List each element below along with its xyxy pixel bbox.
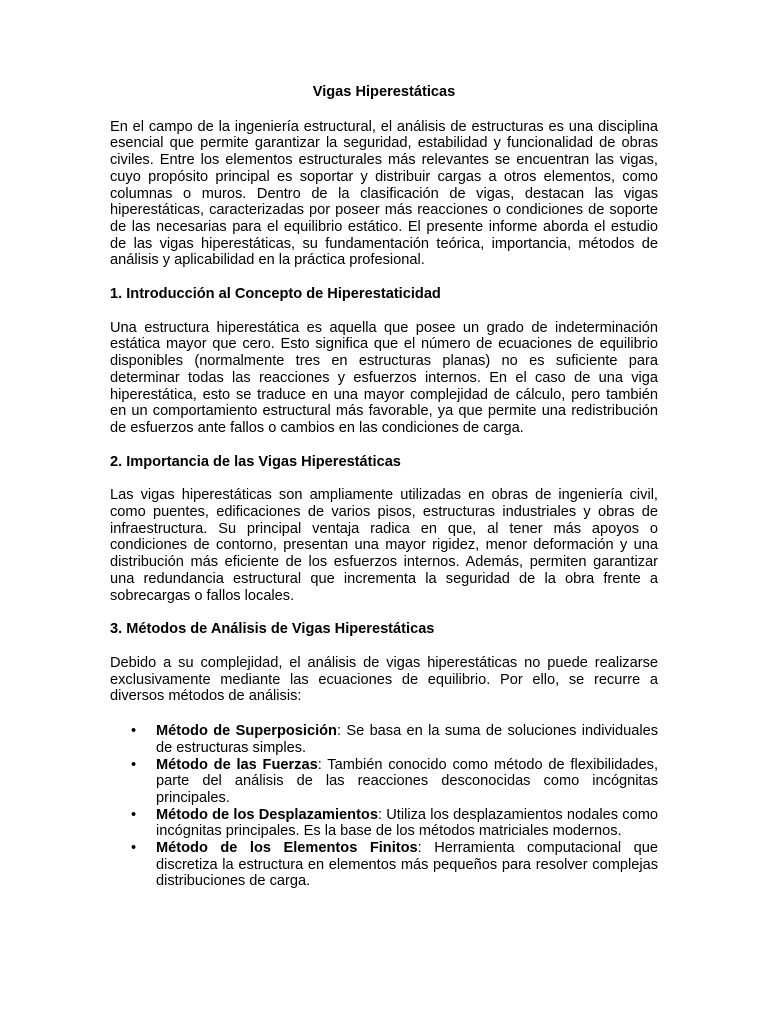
method-desplazamientos-item bbox=[110, 807, 658, 840]
section-2-heading: 2. Importancia de las Vigas Hiperestáticas bbox=[110, 453, 401, 470]
methods-list bbox=[110, 723, 658, 890]
method-description: : Se basa en la suma de soluciones individuales de estructuras simples. bbox=[156, 723, 659, 756]
method-name: Método de Superposición bbox=[156, 723, 337, 740]
section-3-body: Debido a su complejidad, el análisis de vigas hiperestáticas no puede realizarse exclusivamente mediante las ecuaciones de equilibrio. Por ello, se recurre a diversos métodos de análisis: bbox=[110, 654, 658, 705]
section-1-heading: 1. Introducción al Concepto de Hiperestaticidad bbox=[110, 286, 441, 303]
bullet-icon: • bbox=[131, 840, 137, 857]
method-fuerzas-item bbox=[110, 757, 658, 807]
section-3-heading: 3. Métodos de Análisis de Vigas Hiperestáticas bbox=[110, 621, 435, 638]
section-1-body: Una estructura hiperestática es aquella que posee un grado de indeterminación estática mayor que cero. Esto significa que el número de ecuaciones de equilibrio disponibles (normalmente tres en estructuras planas) no es suficiente para determinar todas las reacciones y esfuerzos internos. En el caso de una viga hiperestática, esto se traduce en una mayor complejidad de cálculo, pero también en un comportamiento estructural más favorable, ya que permite una redistribución de esfuerzos ante fallos o cambios en las condiciones de carga. bbox=[110, 319, 658, 436]
document-title: Vigas Hiperestáticas bbox=[312, 84, 456, 100]
bullet-icon: • bbox=[131, 806, 137, 823]
bullet-icon: • bbox=[131, 723, 137, 740]
method-description: : Herramienta computacional que discretiza la estructura en elementos más pequeños para resolver complejas distribuciones de carga. bbox=[156, 840, 659, 890]
method-name: Método de las Fuerzas bbox=[156, 756, 318, 773]
method-description: : Utiliza los desplazamientos nodales como incógnitas principales. Es la base de los métodos matriciales modernos. bbox=[156, 806, 658, 840]
method-elementos-finitos-item bbox=[110, 840, 658, 890]
document-page bbox=[110, 84, 658, 890]
section-2-body: Las vigas hiperestáticas son ampliamente utilizadas en obras de ingeniería civil, como puentes, edificaciones de varios pisos, estructuras industriales y obras de infraestructura. Su principal ventaja radica en que, al tener más apoyos o condiciones de contorno, presentan una mayor rigidez, menor deformación y una distribución más eficiente de los esfuerzos internos. Además, permiten garantizar una redundancia estructural que incrementa la seguridad de la obra frente a sobrecargas o fallos locales. bbox=[110, 487, 658, 604]
method-superposicion-item bbox=[110, 723, 658, 756]
method-name: Método de los Desplazamientos bbox=[156, 806, 378, 823]
intro-paragraph: En el campo de la ingeniería estructural, el análisis de estructuras es una disciplina esencial que permite garantizar la seguridad, estabilidad y funcionalidad de obras civiles. Entre los elementos estructurales más relevantes se encuentran las vigas, cuyo propósito principal es soportar y distribuir cargas a otros elementos, como columnas o muros. Dentro de la clasificación de vigas, destacan las vigas hiperestáticas, caracterizadas por poseer más reacciones o condiciones de soporte de las necesarias para el equilibrio estático. El presente informe aborda el estudio de las vigas hiperestáticas, su fundamentación teórica, importancia, métodos de análisis y aplicabilidad en la práctica profesional. bbox=[110, 118, 658, 269]
method-description: : También conocido como método de flexibilidades, parte del análisis de las reacciones desconocidas como incógnitas principales. bbox=[156, 756, 659, 806]
bullet-icon: • bbox=[131, 756, 137, 773]
method-name: Método de los Elementos Finitos bbox=[156, 840, 418, 857]
